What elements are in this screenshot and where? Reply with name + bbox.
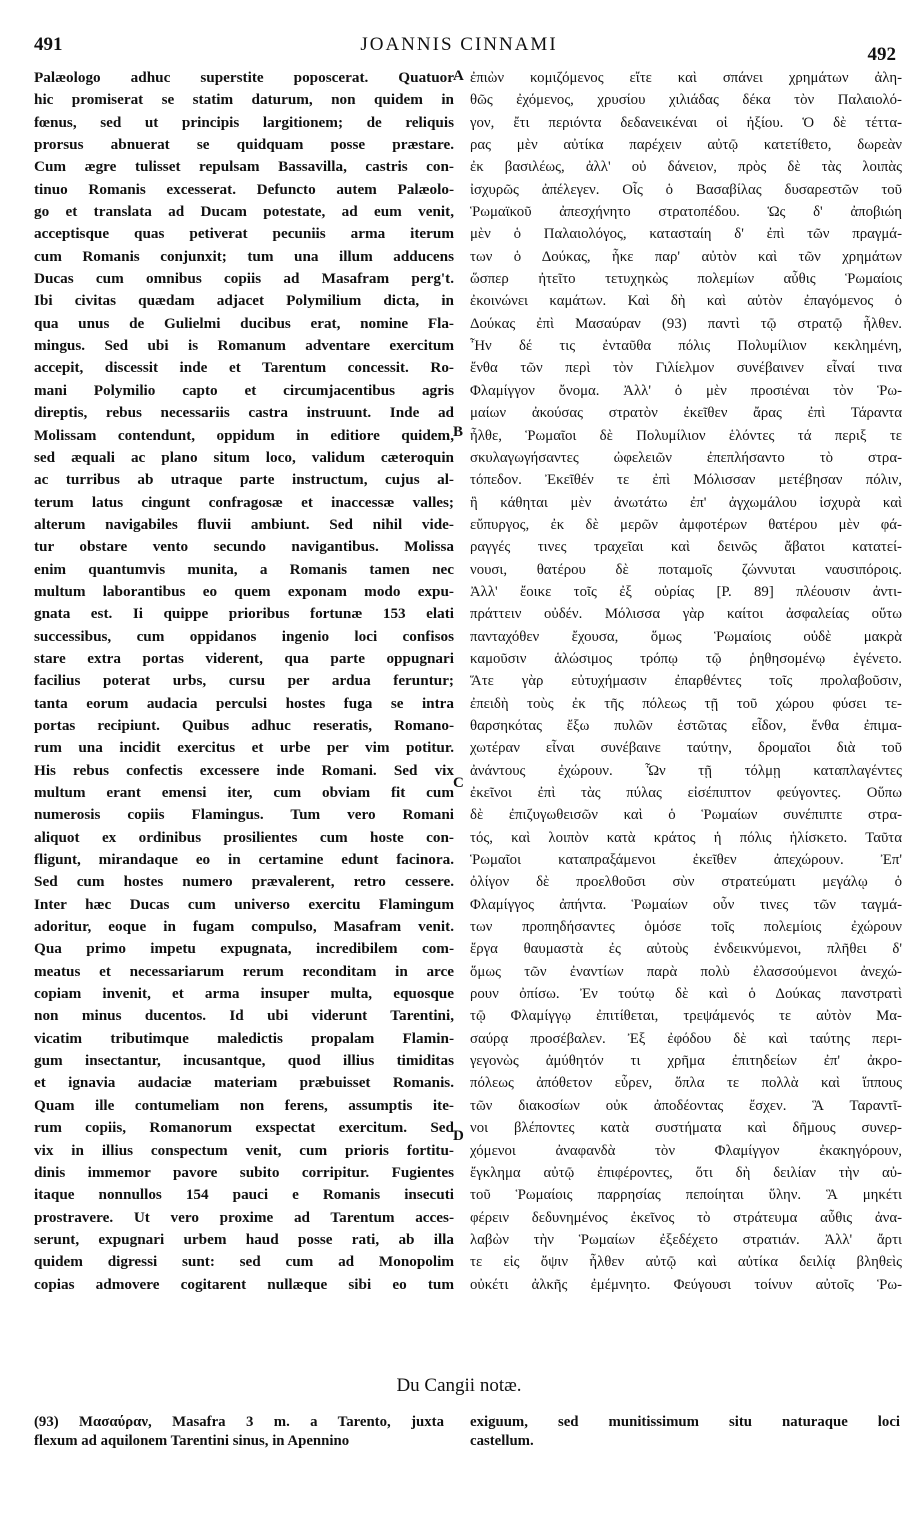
text-line: vicatim tributimque maledictis propalam Flamin-: [34, 1029, 454, 1047]
text-line: Quam ille contumeliam non ferens, assumptis ite-: [34, 1096, 454, 1114]
text-line: των ὁ Δούκας, ἧκε παρ' αὐτὸν καὶ τῶν χρημάτων: [470, 248, 902, 265]
text-line: prostravere. Ut vero proxime ad Tarentum acces-: [34, 1208, 454, 1226]
text-line: γον, ἔτι περιόντα δεδανεικέναι οἱ ἠξίου. Ὁ δὲ τέττα-: [470, 114, 902, 131]
text-line: ἐκεῖνοι ἐπὶ τὰς πύλας εἰσέπιπτον φεύγοντες. Οὕπω: [470, 785, 902, 801]
text-line: Δούκας ἐπὶ Μασαύραν (93) παντὶ τῷ στρατῷ ἦλθεν.: [470, 315, 902, 332]
text-line: Ῥωμαῖοι καταπραξάμενοι ἐκεῖθεν ἀπεχώρουν. Ἐπ': [470, 852, 902, 869]
text-line: θαρσηκότας ἔξω πυλῶν ἑστῶτας εἶδον, ἔνθα ἐπιμα-: [470, 717, 902, 734]
text-line: aliquot ex ordinibus prosilientes cum hoste con-: [34, 828, 454, 846]
text-line: Molissam contendunt, oppidum in editiore quidem,: [34, 426, 454, 444]
text-line: ἀνάντους ἐχώρουν. Ὧν τῇ τόλμῃ καταπλαγέντες: [470, 762, 902, 779]
note-left-column: [34, 1413, 444, 1451]
text-line: dinis immemor pavore subito corripitur. Fugientes: [34, 1163, 454, 1181]
text-line: sed æquali ac plano situm loco, validum cæteroquin: [34, 448, 454, 466]
text-line: numerosis copiis Flamingus. Tum vero Romani: [34, 806, 454, 824]
text-line: Cum ægre tulisset repulsam Bassavilla, castris con-: [34, 158, 454, 176]
text-line: meatus et necessariarum rerum reconditam in arce: [34, 962, 454, 980]
text-line: τοῦ Ῥωμαίοις παρρησίας πεποίηται ὕλην. Ἃ μηκέτι: [470, 1187, 902, 1204]
text-line: δὲ ἐπιζυγωθεισῶν καὶ ὁ Ῥωμαίων συνέπιπτε στρα-: [470, 807, 902, 824]
text-line: rum una incidit exercitus et urbe per vim potitur.: [34, 739, 454, 757]
text-line: των προπηδήσαντες ὁμόσε τοῖς πολεμίοις ἐχώρουν: [470, 919, 902, 936]
text-line: Ibi civitas quædam adjacet Polymilium dicta, in: [34, 292, 454, 310]
text-line: mani Polymilio capto et circumjacentibus agris: [34, 381, 454, 399]
note-line: (93) Μασαύραν, Masafra 3 m. a Tarento, juxta: [34, 1414, 444, 1430]
text-line: tanta eorum audacia perculsi hostes fuga se intra: [34, 694, 454, 712]
text-line: Φλαμίγγον ὄνομα. Ἀλλ' ὁ μὲν προσιέναι τὸν Ῥω-: [470, 382, 902, 399]
text-line: mingus. Sed ubi is Romanum adventare exercitum: [34, 337, 454, 355]
text-line: Inter hæc Ducas cum universo exercitu Flamingum: [34, 895, 454, 913]
text-line: ὀλίγον δὲ προελθοῦσι σὺν στρατεύματι μεγάλῳ ὁ: [470, 874, 902, 891]
text-line: ἔργα θαυμαστὰ ἐς αὐτοὺς ἐνδεικνύμενοι, πλῆθει δ': [470, 941, 902, 958]
page-number-left: 491: [34, 34, 63, 55]
text-line: ac turribus ab utraque parte instructum, cujus al-: [34, 471, 454, 489]
text-line: καμοῦσιν ἁλώσιμος τρόπῳ τῷ ῥηθησομένῳ ἐγένετο.: [470, 650, 902, 667]
text-line: accepit, discessit inde et Tarentum concessit. Ro-: [34, 359, 454, 377]
text-line: tur obstare vento secundo navigantibus. Molissa: [34, 538, 454, 556]
text-line: gnata est. Ii quippe prioribus fortunæ 153 elati: [34, 605, 454, 623]
margin-marker-b: B: [453, 424, 464, 440]
text-line: Φλαμίγγος ἀπήντα. Ῥωμαίων οὖν τινες τῶν ταγμά-: [470, 896, 902, 913]
text-line: ραγγές τινες τραχεῖαι καὶ δεινῶς ἄβατοι κατατεί-: [470, 539, 902, 556]
text-line: ἔνθα τῶν περὶ τὸν Γιλίελμον συνέβαινεν εἶναί τινα: [470, 360, 902, 377]
text-line: alterum navigabiles fluvii ambiunt. Sed nihil vide-: [34, 515, 454, 533]
text-line: Ducas cum omnibus copiis ad Masafram perg't.: [34, 270, 454, 288]
margin-marker-d: D: [453, 1128, 464, 1144]
text-line: μὲν ὁ Παλαιολόγος, κατασταίη δ' ἐπὶ τῶν πραγμά-: [470, 226, 902, 243]
text-line: fligunt, mirandaque eo in certamine edunt facinora.: [34, 851, 454, 869]
text-line: enim quantumvis munita, a Romanis tamen nec: [34, 560, 454, 578]
text-line: ἰσχυρῶς ἀπέλεγεν. Οἷς ὁ Βασαβίλας δυσαρεστῶν τοῦ: [470, 181, 902, 198]
text-line: εὔπυργος, ἐκ δὲ μερῶν ἀμφοτέρων θατέρου μὲν φά-: [470, 516, 902, 533]
text-line: portas recipiunt. Quibus adhuc reseratis, Romano-: [34, 716, 454, 734]
text-line: Ἀλλ' ἔοικε τοῖς ἐξ οὐρίας [P. 89] πλέουσιν ἀντι-: [470, 583, 902, 600]
text-line: multum erant emensi iter, cum obviam fit cum: [34, 784, 454, 801]
text-line: μαίων ἀκούσας στρατὸν ἐκεῖθεν ἄρας ἐπὶ Τάραντα: [470, 405, 902, 422]
text-line: χωτέραν εἶναι συνέβαινε ταύτην, δρομαῖοι διὰ τοῦ: [470, 740, 902, 757]
text-line: prorsus abnuerat se quidquam posse præstare.: [34, 136, 454, 154]
note-right-column: [470, 1413, 900, 1451]
latin-column: [34, 67, 454, 1296]
text-line: λαβὼν τὴν Ῥωμαίων ἐξεδέχετο στρατιάν. Ἀλλ' ἄρτι: [470, 1231, 902, 1248]
text-line: His rebus confectis excessere inde Romani. Sed vix: [34, 761, 454, 779]
text-line: πράττειν οὐδέν. Μόλισσα γὰρ καίτοι ἀσφαλείας οὕτω: [470, 606, 902, 623]
text-line: facilius poterat urbs, cursu per ardua feruntur;: [34, 672, 454, 690]
text-line: τε εἰς ὄψιν ἦλθεν αὐτῷ καὶ αὐτίκα δειλίᾳ βληθεὶς: [470, 1254, 902, 1271]
text-line: τόπεδον. Ἐκεῖθέν τε ἐπὶ Μόλισσαν μετέβησαν πόλιν,: [470, 472, 902, 489]
note-line: castellum.: [470, 1433, 534, 1449]
text-line: ρουν ὀπίσω. Ἐν τούτῳ δὲ καὶ ὁ Δούκας πανστρατὶ: [470, 986, 902, 1003]
text-line: serunt, expugnari urbem haud posse rati, ab illa: [34, 1230, 454, 1248]
text-line: σαύρᾳ προσέβαλεν. Ἐξ ἐφόδου δὲ καὶ ταύτης περι-: [470, 1030, 902, 1047]
text-line: τός, καὶ λοιπὸν κατὰ κράτος ἡ πόλις ἡλίσκετο. Ταῦτα: [470, 829, 902, 846]
greek-column: [470, 67, 902, 1296]
text-line: ἐπιὼν κομιζόμενος εἴτε καὶ σπάνει χρημάτων ἀλη-: [470, 70, 902, 86]
text-line: ἣ κάθηται μὲν ἀνωτάτω ἐπ' ἀγχωμάλου ἰσχυρὰ καὶ: [470, 494, 902, 511]
text-line: ὅμως τῶν ἐναντίων παρὰ πολὺ ἐλασσούμενοι ἀνεχώ-: [470, 963, 902, 980]
text-line: Palæologo adhuc superstite poposcerat. Quatuor: [34, 69, 454, 86]
text-line: qua unus de Gulielmi ducibus erat, nomine Fla-: [34, 314, 454, 332]
text-line: fœnus, sed ut principis largitionem; de reliquis: [34, 113, 454, 131]
text-line: τῷ Φλαμίγγῳ ἐπιτίθεται, τρεψάμενός τε αὐτὸν Μα-: [470, 1008, 902, 1025]
text-line: multum laborantibus eo quem exponam modo expu-: [34, 582, 454, 600]
text-line: copiam invenit, et arma insuper multa, equosque: [34, 985, 454, 1003]
text-line: Sed cum hostes numero prævalerent, retro cessere.: [34, 873, 454, 891]
text-line: et ignavia audaciæ materiam præbuisset Romanis.: [34, 1074, 454, 1092]
note-line: flexum ad aquilonem Tarentini sinus, in Apennino: [34, 1433, 350, 1449]
text-line: stare extra portas viderent, qua parte oppugnari: [34, 649, 454, 667]
text-line: Ἦν δέ τις ἐνταῦθα πόλις Πολυμίλιον κεκλημένη,: [470, 338, 902, 355]
text-line: νοι βλέποντες κατὰ συστήματα καὶ δῆμους συνερ-: [470, 1120, 902, 1137]
text-line: gum insectantur, incusantque, quod illius timiditas: [34, 1052, 454, 1070]
text-line: χόμενοι ἀναφανδὰ τὸν Φλαμίγγον ἐκακηγόρουν,: [470, 1142, 902, 1159]
text-line: direptis, rebus necessariis castra instruunt. Inde ad: [34, 404, 454, 422]
text-line: adoritur, eoque in fugam compulso, Masafram venit.: [34, 918, 454, 936]
text-line: vix in illius conspectum venit, cum prioris fortitu-: [34, 1141, 454, 1159]
text-line: θῶς ἐχόμενος, χρυσίου χιλιάδας δέκα τὸν Παλαιολό-: [470, 92, 902, 109]
text-line: ρας μὲν αὐτίκα παρέχειν αὐτῷ κατετίθετο, δωρεὰν: [470, 137, 902, 154]
text-line: Ῥωμαϊκοῦ ἀπεσχήνητο στρατοπέδου. Ὡς δ' ἀποβιώη: [470, 204, 902, 221]
text-line: go et translata ad Ducam potestate, ad eum venit,: [34, 203, 454, 221]
text-line: πανταχόθεν ἔχουσα, ὅμως Ῥωμαίοις οὐδὲ μακρὰ: [470, 628, 902, 645]
text-line: ἦλθε, Ῥωμαῖοι δὲ Πολυμίλιον ἑλόντες τά περιξ τε: [470, 427, 902, 444]
text-line: hic promiserat se statim daturum, non quidem in: [34, 91, 454, 109]
note-line: exiguum, sed munitissimum situ naturaque loci: [470, 1414, 900, 1430]
margin-marker-a: A: [453, 68, 464, 84]
text-line: τῶν διακοσίων οὐκ ἀποδέοντας ἔσχεν. Ἃ Ταραντῖ-: [470, 1097, 902, 1114]
text-line: γεγονὼς ἀμύθητόν τι χρῆμα ἐπιτηδείων ἐπ' ἀκρο-: [470, 1053, 902, 1070]
text-line: non minus ducentos. Id ubi viderunt Tarentini,: [34, 1007, 454, 1025]
text-line: itaque nonnullos 154 pauci e Romanis insecuti: [34, 1186, 454, 1204]
text-line: rum copiis, Romanorum exspectat exercitum. Sed: [34, 1119, 454, 1137]
text-line: successibus, cum oppidanos ingenio loci confisos: [34, 627, 454, 645]
text-line: cum Romanis conjunxit; tum una illum adducens: [34, 247, 454, 265]
text-line: ἔγκλημα αὐτῷ ἐπιφέροντες, ὅτι δὴ δειλίαν τὴν αὐ-: [470, 1164, 902, 1181]
page-number-right: 492: [867, 44, 896, 65]
text-line: Ἅτε γὰρ εὐτυχήμασιν ἐπαρθέντες τοῖς προλαβοῦσιν,: [470, 673, 902, 690]
text-line: ἐπειδὴ τοὺς ἐκ τῆς πόλεως τῇ τοῦ χώρου φύσει τε-: [470, 695, 902, 712]
text-line: ὥσπερ ἠτεῖτο τετυχηκὼς πολεμίων αὖθις Ῥωμαίοις: [470, 271, 902, 288]
margin-marker-c: C: [453, 775, 464, 791]
text-line: terum latus cingunt confragosæ et inaccessæ valles;: [34, 493, 454, 511]
text-line: ἐκοινώνει καμάτων. Καὶ δὴ καὶ αὐτὸν ἐπαγόμενος ὁ: [470, 293, 902, 310]
text-line: acceptisque quas petiverat pecuniis arma iterum: [34, 225, 454, 243]
text-line: νουσι, θατέρου δὲ ποταμοῖς ζώννυται ναυσιπόροις.: [470, 561, 902, 578]
notes-title: Du Cangii notæ.: [396, 1375, 522, 1396]
text-line: copias admovere cogitarent nullæque sibi eo tum: [34, 1275, 454, 1293]
text-line: tinuo Romanis excesserat. Defuncto autem Palæolo-: [34, 180, 454, 198]
text-line: Qua primo impetu expugnata, incredibilem com-: [34, 940, 454, 958]
text-line: οὐκέτι ἀλκῆς ἐμέμνητο. Φεύγουσι τοίνυν αὐτοῖς Ῥω-: [470, 1276, 902, 1293]
text-line: σκυλαγωγήσαντες ὠφελειῶν ἐπεπλήσαντο τὸ στρα-: [470, 449, 902, 466]
running-head: JOANNIS CINNAMI: [360, 34, 558, 55]
text-line: ἐκ βασιλέως, ἀλλ' οὐ δάνειον, πρὸς δὲ τὰς λοιπὰς: [470, 159, 902, 176]
text-line: φέρειν δεδυνημένος ἐκεῖνος τὸ στράτευμα αὖθις ἀνα-: [470, 1209, 902, 1226]
text-line: quidem digressi sunt: sed cum ad Monopolim: [34, 1253, 454, 1271]
text-line: πόλεως ἀπόθετον εὗρεν, ὅπλα τε πολλὰ καὶ ἵππους: [470, 1075, 902, 1092]
